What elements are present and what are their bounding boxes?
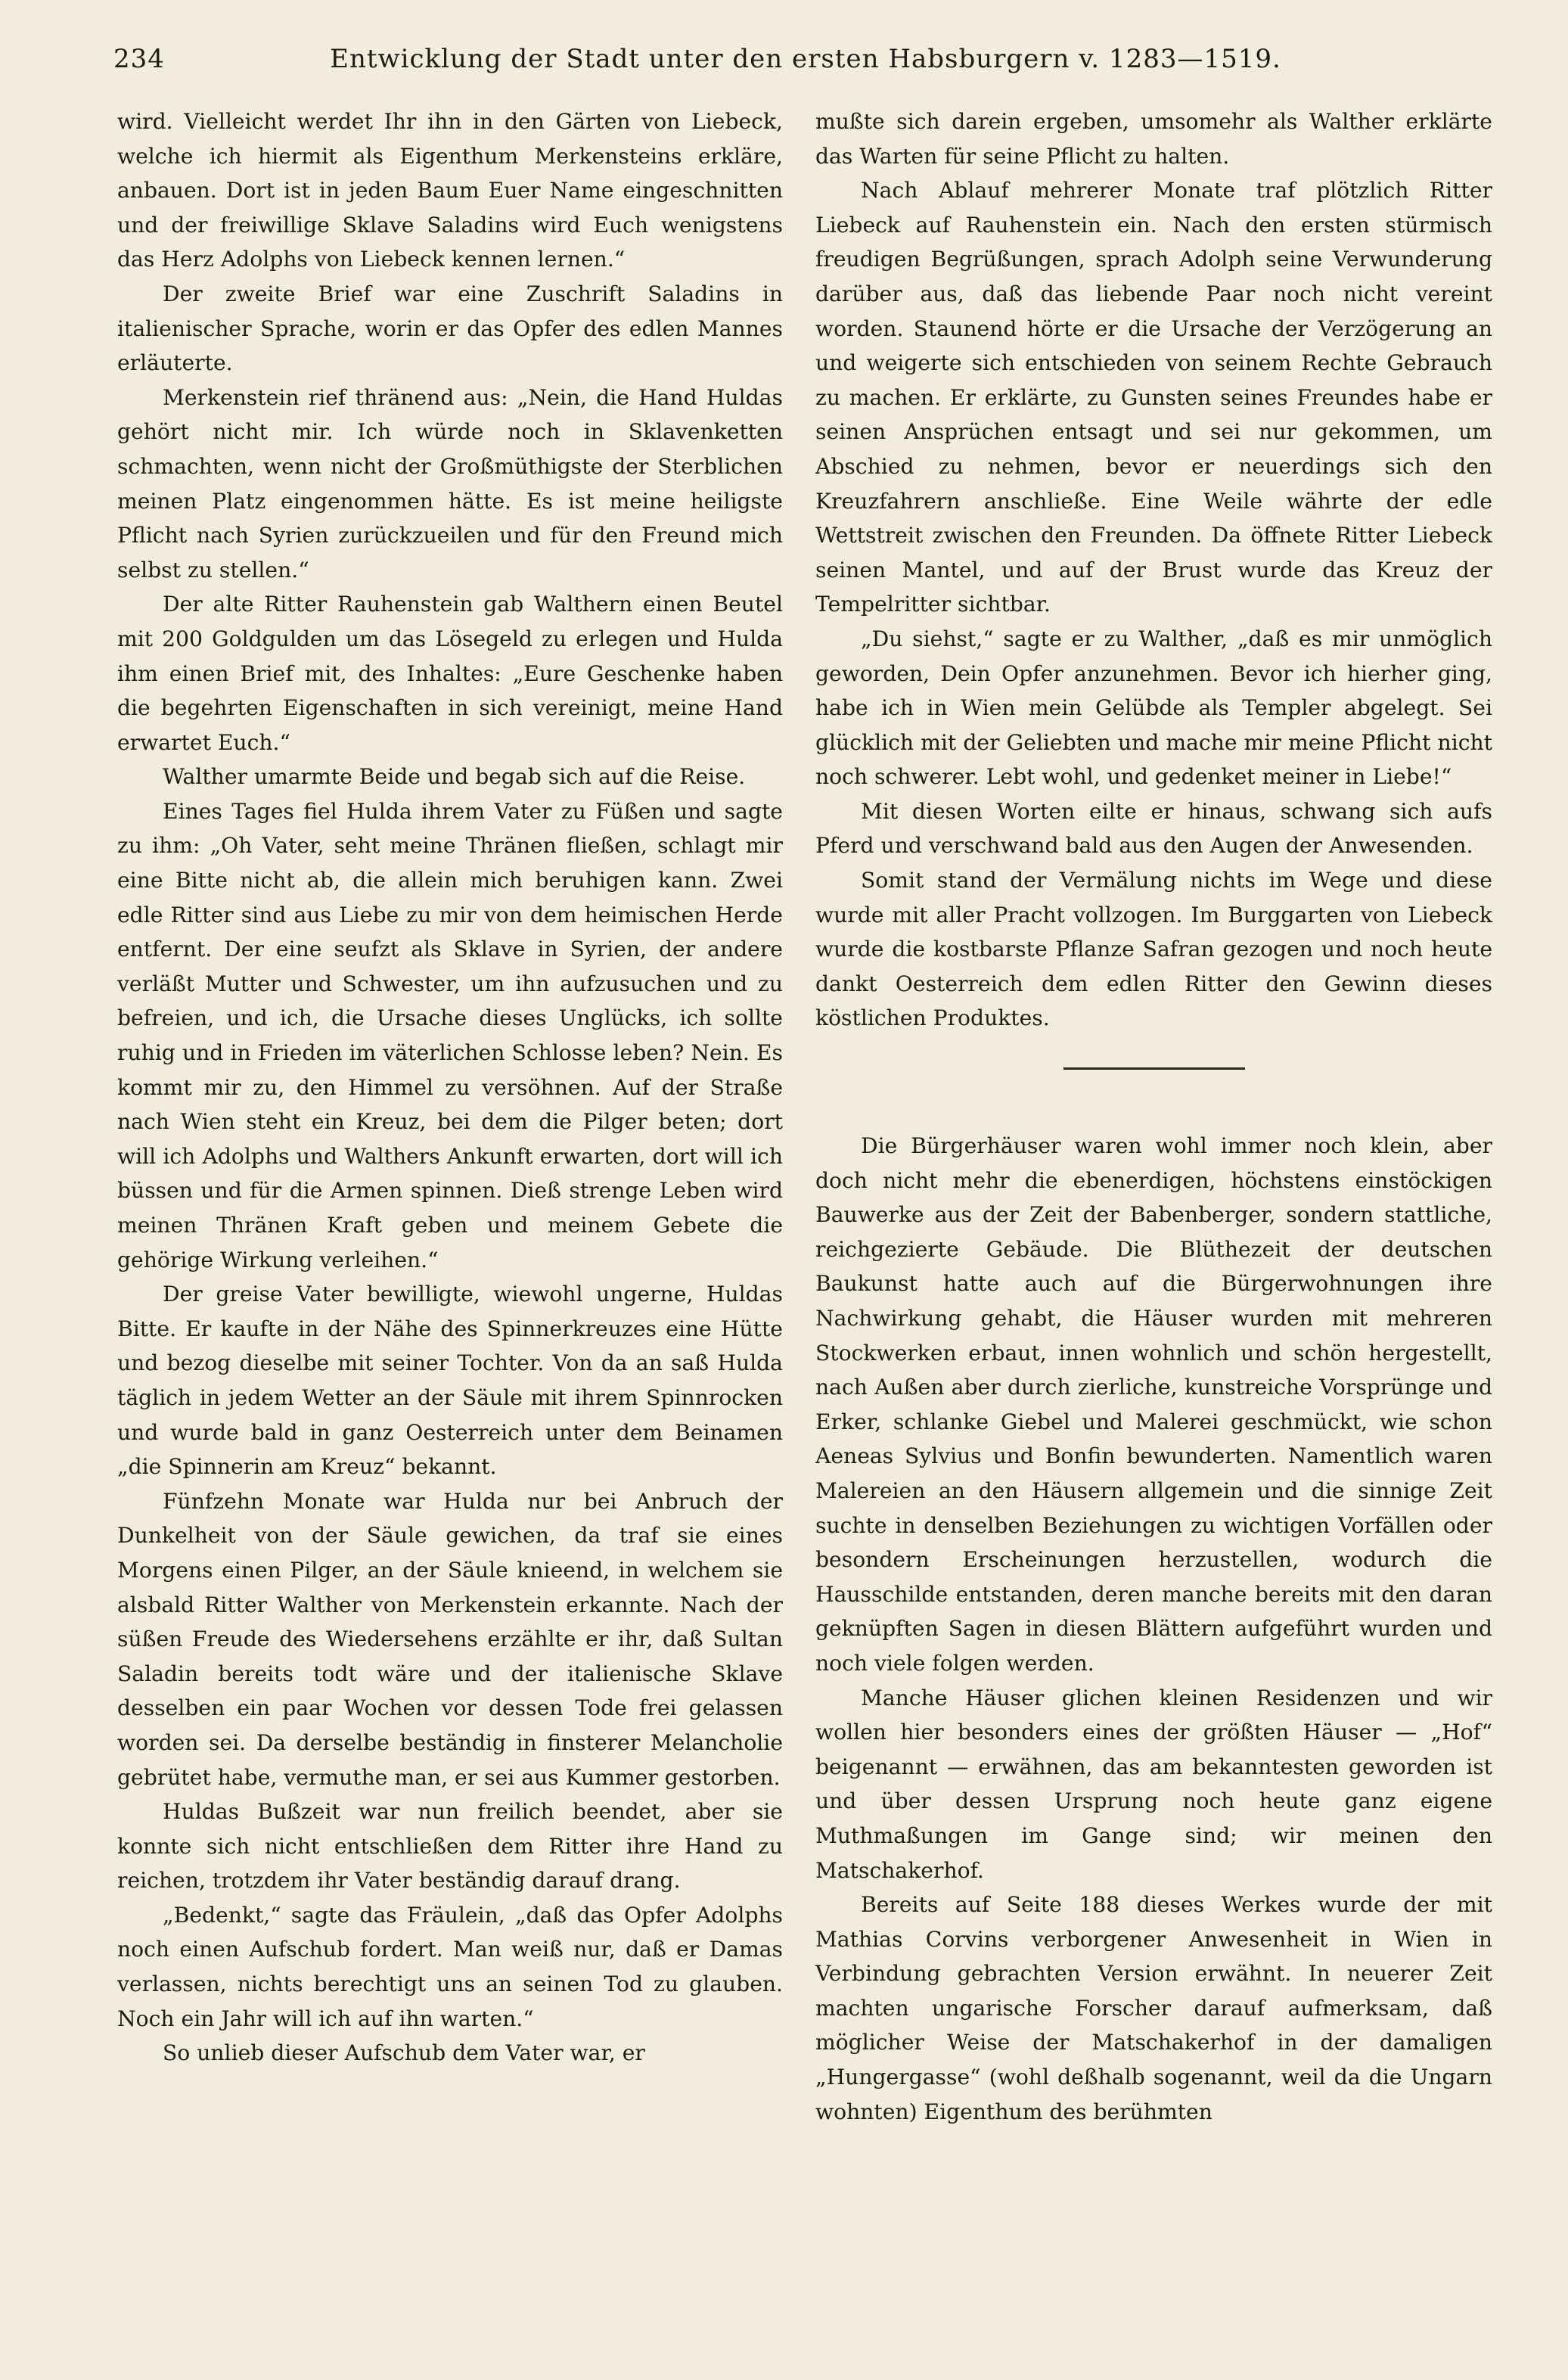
- paragraph: Somit stand der Vermälung nichts im Wege und diese wurde mit aller Pracht vollzogen. Im Burggarten von Liebeck wurde die kostbarste Pflanze Safran gezogen und noch heute dankt Oesterreich dem edlen Ritter den Gewinn dieses köstlichen Produktes.: [815, 868, 1492, 1031]
- paragraph: Bereits auf Seite 188 dieses Werkes wurde der mit Mathias Corvins verborgener Anwesenheit in Wien in Verbindung gebrachten Version erwähnt. In neuerer Zeit machten ungarische Forscher darauf aufmerksam, daß möglicher Weise der Matschakerhof in der damaligen „Hungergasse“ (wohl deßhalb sogenannt, weil da die Ungarn wohnten) Eigenthum des berühmten: [815, 1892, 1492, 2124]
- paragraph: Manche Häuser glichen kleinen Residenzen und wir wollen hier besonders eines der größten Häuser — „Hof“ beigenannt — erwähnen, das am bekanntesten geworden ist und über dessen Ursprung noch heute ganz eigene Muthmaßungen im Gange sind; wir meinen den Matschakerhof.: [815, 1685, 1492, 1883]
- paragraph: Der greise Vater bewilligte, wiewohl ungerne, Huldas Bitte. Er kaufte in der Nähe des Spinnerkreuzes eine Hütte und bezog dieselbe mit seiner Tochter. Von da an saß Hulda täglich in jedem Wetter an der Säule mit ihrem Spinnrocken und wurde bald in ganz Oesterreich unter dem Beinamen „die Spinnerin am Kreuz“ bekannt.: [117, 1282, 783, 1480]
- paragraph: Walther umarmte Beide und begab sich auf die Reise.: [163, 764, 746, 790]
- paragraph: „Bedenkt,“ sagte das Fräulein, „daß das Opfer Adolphs noch einen Aufschub fordert. Man weiß nur, daß er Damas verlassen, nichts berechtigt uns an seinen Tod zu glauben. Noch ein Jahr will ich auf ihn warten.“: [117, 1902, 783, 2031]
- right-column: [815, 104, 1492, 2129]
- section-divider: [1063, 1067, 1245, 1070]
- paragraph: mußte sich darein ergeben, umsomehr als Walther erklärte das Warten für seine Pflicht zu halten.: [815, 109, 1492, 169]
- paragraph: „Du siehst,“ sagte er zu Walther, „daß es mir unmöglich geworden, Dein Opfer anzunehmen. Bevor ich hierher ging, habe ich in Wien mein Gelübde als Templer abgelegt. Sei glücklich mit der Geliebten und mache mir meine Pflicht nicht noch schwerer. Lebt wohl, und gedenket meiner in Liebe!“: [815, 626, 1492, 790]
- left-column: [117, 104, 783, 2071]
- paragraph: Eines Tages fiel Hulda ihrem Vater zu Füßen und sagte zu ihm: „Oh Vater, seht meine Thränen fließen, schlagt mir eine Bitte nicht ab, die allein mich beruhigen kann. Zwei edle Ritter sind aus Liebe zu mir von dem heimischen Herde entfernt. Der eine seufzt als Sklave in Syrien, der andere verläßt Mutter und Schwester, um ihn aufzusuchen und zu befreien, und ich, die Ursache dieses Unglücks, ich sollte ruhig und in Frieden im väterlichen Schlosse leben? Nein. Es kommt mir zu, den Himmel zu versöhnen. Auf der Straße nach Wien steht ein Kreuz, bei dem die Pilger beten; dort will ich Adolphs und Walthers Ankunft erwarten, dort will ich büssen und für die Armen spinnen. Dieß strenge Leben wird meinen Thränen Kraft geben und meinem Gebete die gehörige Wirkung verleihen.“: [117, 798, 783, 1272]
- running-header: [113, 39, 1498, 77]
- paragraph: Merkenstein rief thränend aus: „Nein, die Hand Huldas gehört nicht mir. Ich würde noch in Sklavenketten schmachten, wenn nicht der Großmüthigste der Sterblichen meinen Platz eingenommen hätte. Es ist meine heiligste Pflicht nach Syrien zurückzueilen und für den Freund mich selbst zu stellen.“: [117, 384, 783, 583]
- paragraph: Fünfzehn Monate war Hulda nur bei Anbruch der Dunkelheit von der Säule gewichen, da traf sie eines Morgens einen Pilger, an der Säule knieend, in welchem sie alsbald Ritter Walther von Merkenstein erkannte. Nach der süßen Freude des Wiedersehens erzählte er ihr, daß Sultan Saladin bereits todt wäre und der italienische Sklave desselben ein paar Wochen vor dessen Tode frei gelassen worden sei. Da derselbe beständig in finsterer Melancholie gebrütet habe, vermuthe man, er sei aus Kummer gestorben.: [117, 1488, 783, 1790]
- paragraph: Der zweite Brief war eine Zuschrift Saladins in italienischer Sprache, worin er das Opfer des edlen Mannes erläuterte.: [117, 281, 783, 376]
- paragraph: Die Bürgerhäuser waren wohl immer noch klein, aber doch nicht mehr die ebenerdigen, höchstens einstöckigen Bauwerke aus der Zeit der Babenberger, sondern stattliche, reichgezierte Gebäude. Die Blüthezeit der deutschen Baukunst hatte auch auf die Bürgerwohnungen ihre Nachwirkung gehabt, die Häuser wurden mit mehreren Stockwerken erbaut, innen wohnlich und schön hergestellt, nach Außen aber durch zierliche, kunstreiche Vorsprünge und Erker, schlanke Giebel und Malerei geschmückt, wie schon Aeneas Sylvius und Bonfin bewunderten. Namentlich waren Malereien an den Häusern allgemein und die sinnige Zeit suchte in denselben Beziehungen zu wichtigen Vorfällen oder besondern Erscheinungen herzustellen, wodurch die Hausschilde entstanden, deren manche bereits mit den daran geknüpften Sagen in diesen Blättern aufgeführt wurden und noch viele folgen werden.: [815, 1133, 1492, 1676]
- paragraph: So unlieb dieser Aufschub dem Vater war, er: [163, 2040, 645, 2066]
- paragraph: Der alte Ritter Rauhenstein gab Walthern einen Beutel mit 200 Goldgulden um das Lösegeld zu erlegen und Hulda ihm einen Brief mit, des Inhaltes: „Eure Geschenke haben die begehrten Eigenschaften in sich vereinigt, meine Hand erwartet Euch.“: [117, 592, 783, 755]
- paragraph: Huldas Bußzeit war nun freilich beendet, aber sie konnte sich nicht entschließen dem Ritter ihre Hand zu reichen, trotzdem ihr Vater beständig darauf drang.: [117, 1799, 783, 1894]
- paragraph: Nach Ablauf mehrerer Monate traf plötzlich Ritter Liebeck auf Rauhenstein ein. Nach den ersten stürmisch freudigen Begrüßungen, sprach Adolph seine Verwunderung darüber aus, daß das liebende Paar noch nicht vereint worden. Staunend hörte er die Ursache der Verzögerung an und weigerte sich entschieden von seinem Rechte Gebrauch zu machen. Er erklärte, zu Gunsten seines Freundes habe er seinen Ansprüchen entsagt und sei nur gekommen, um Abschied zu nehmen, bevor er neuerdings sich den Kreuzfahrern anschließe. Eine Weile währte der edle Wettstreit zwischen den Freunden. Da öffnete Ritter Liebeck seinen Mantel, und auf der Brust wurde das Kreuz der Tempelritter sichtbar.: [815, 178, 1492, 617]
- page-number: 234: [113, 44, 165, 74]
- running-title: Entwicklung der Stadt unter den ersten Habsburgern v. 1283—1519.: [330, 44, 1281, 74]
- paragraph: Mit diesen Worten eilte er hinaus, schwang sich aufs Pferd und verschwand bald aus den Augen der Anwesenden.: [815, 798, 1492, 859]
- paragraph: wird. Vielleicht werdet Ihr ihn in den Gärten von Liebeck, welche ich hiermit als Eigenthum Merkensteins erkläre, anbauen. Dort ist in jeden Baum Euer Name eingeschnitten und der freiwillige Sklave Saladins wird Euch wenigstens das Herz Adolphs von Liebeck kennen lernen.“: [117, 109, 783, 272]
